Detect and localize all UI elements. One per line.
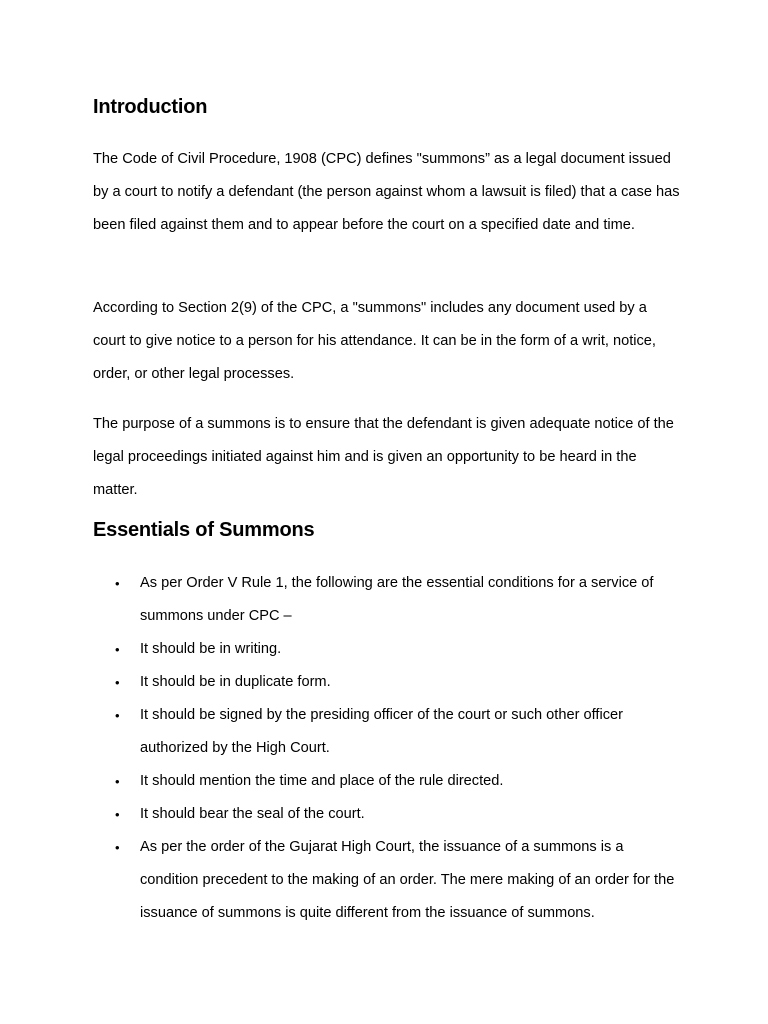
list-item — [93, 699, 683, 765]
intro-paragraph-1: The Code of Civil Procedure, 1908 (CPC) defines "summons” as a legal document issued by a court to notify a defendant (the person against whom a lawsuit is filed) that a case has been filed against them and to appear before the court on a specified date and time. — [93, 151, 680, 233]
list-item — [93, 765, 683, 798]
list-item-text: It should be signed by the presiding officer of the court or such other officer authorized by the High Court. — [140, 707, 623, 756]
intro-paragraph-2: According to Section 2(9) of the CPC, a "summons" includes any document used by a court to give notice to a person for his attendance. It can be in the form of a writ, notice, order, or other legal processes. — [93, 300, 656, 382]
bullet-icon: • — [115, 807, 120, 822]
bullet-icon: • — [115, 708, 120, 723]
essentials-heading: Essentials of Summons — [93, 519, 315, 541]
bullet-icon: • — [115, 774, 120, 789]
list-item-text: It should bear the seal of the court. — [140, 806, 365, 822]
bullet-icon: • — [115, 576, 120, 591]
list-item-text: It should mention the time and place of the rule directed. — [140, 773, 504, 789]
list-item-text: It should be in writing. — [140, 641, 282, 657]
list-item — [93, 798, 683, 831]
bullet-icon: • — [115, 675, 120, 690]
introduction-heading: Introduction — [93, 96, 208, 118]
intro-paragraph-3: The purpose of a summons is to ensure that the defendant is given adequate notice of the legal proceedings initiated against him and is given an opportunity to be heard in the matter. — [93, 416, 674, 498]
list-item-text: As per the order of the Gujarat High Court, the issuance of a summons is a condition precedent to the making of an order. The mere making of an order for the issuance of summons is quite different from the issuance of summons. — [140, 839, 675, 921]
list-item-text: As per Order V Rule 1, the following are the essential conditions for a service of summons under CPC – — [140, 575, 654, 624]
list-item — [93, 666, 683, 699]
list-item-text: It should be in duplicate form. — [140, 674, 331, 690]
essentials-list — [93, 567, 683, 930]
list-item — [93, 567, 683, 633]
bullet-icon: • — [115, 642, 120, 657]
list-item — [93, 831, 683, 930]
list-item — [93, 633, 683, 666]
bullet-icon: • — [115, 840, 120, 855]
